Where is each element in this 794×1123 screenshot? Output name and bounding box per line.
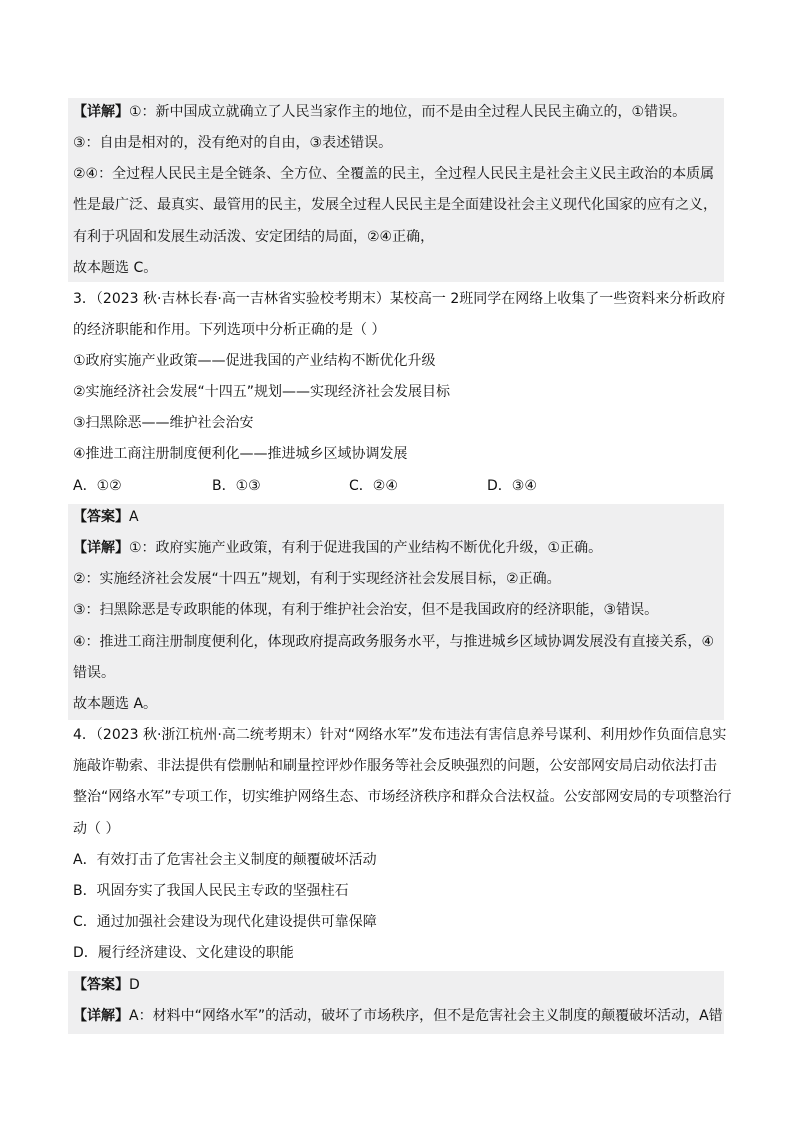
q3-option-d: D．③④	[487, 478, 537, 494]
q4-option-b: B．巩固夯实了我国人民民主专政的坚强柱石	[73, 883, 349, 899]
q4-option-c: C．通过加强社会建设为现代化建设提供可靠保障	[73, 914, 377, 930]
q3-item-3: ③扫黑除恶——维护社会治安	[73, 415, 254, 431]
answer-value: A	[129, 509, 139, 525]
q3-item-4: ④推进工商注册制度便利化——推进城乡区域协调发展	[73, 446, 408, 462]
q3-option-c: C．②④	[349, 478, 398, 494]
q2-explanation-block	[68, 98, 724, 282]
q2-explain-line-1: 【详解】①：新中国成立就确立了人民当家作主的地位，而不是由全过程人民民主确立的，①错误。	[73, 104, 687, 120]
explain-label: 【详解】	[73, 104, 129, 120]
q2-explain-line-3: ②④：全过程人民民主是全链条、全方位、全覆盖的民主，全过程人民民主是社会主义民主政治的本质属	[73, 166, 715, 182]
q3-item-2: ②实施经济社会发展“十四五”规划——实现经济社会发展目标	[73, 384, 451, 400]
q4-stem-line-4: 动（ ）	[73, 821, 120, 837]
q4-option-a: A．有效打击了危害社会主义制度的颠覆破坏活动	[73, 852, 377, 868]
answer-label: 【答案】	[73, 977, 129, 993]
q2-explain-line-4: 性是最广泛、最真实、最管用的民主，发展全过程人民民主是全面建设社会主义现代化国家的应有之义，	[73, 197, 717, 213]
q3-explain-line-3: ③：扫黑除恶是专政职能的体现，有利于维护社会治安，但不是我国政府的经济职能，③错误。	[73, 602, 659, 618]
q3-explain-line-1: 【详解】①：政府实施产业政策，有利于促进我国的产业结构不断优化升级，①正确。	[73, 540, 603, 556]
q3-answer	[73, 507, 139, 527]
q2-explain-line-6: 故本题选 C。	[73, 260, 158, 276]
q2-explain-line-5: 有利于巩固和发展生动活泼、安定团结的局面，②④正确，	[73, 229, 435, 245]
q3-explain-line-6: 故本题选 A。	[73, 696, 158, 712]
q4-explain-line-1: 【详解】A：材料中“网络水军”的活动，破坏了市场秩序，但不是危害社会主义制度的颠覆破坏活动，A错	[73, 1008, 723, 1024]
answer-label: 【答案】	[73, 509, 129, 525]
q4-stem-line-1: 4．（2023 秋·浙江杭州·高二统考期末）针对“网络水军”发布违法有害信息养号谋利、利用炒作负面信息实	[73, 727, 727, 743]
q2-explain-line-2: ③：自由是相对的，没有绝对的自由，③表述错误。	[73, 135, 393, 151]
q3-explain-line-2: ②：实施经济社会发展“十四五”规划，有利于实现经济社会发展目标，②正确。	[73, 571, 561, 587]
q3-stem-line-2: 的经济职能和作用。下列选项中分析正确的是（ ）	[73, 322, 386, 338]
q3-item-1: ①政府实施产业政策——促进我国的产业结构不断优化升级	[73, 353, 436, 369]
q3-option-a: A．①②	[73, 478, 122, 494]
q3-explain-line-4: ④：推进工商注册制度便利化，体现政府提高政务服务水平，与推进城乡区域协调发展没有直接关系，④	[73, 634, 715, 650]
q4-option-d: D．履行经济建设、文化建设的职能	[73, 945, 294, 961]
q4-stem-line-3: 整治“网络水军”专项工作，切实维护网络生态、市场经济秩序和群众合法权益。公安部网安局的专项整治行	[73, 789, 732, 805]
explain-label: 【详解】	[73, 540, 129, 556]
q3-stem-line-1: 3．（2023 秋·吉林长春·高一吉林省实验校考期末）某校高一 2班同学在网络上收集了一些资料来分析政府	[73, 291, 726, 307]
q4-stem-line-2: 施敲诈勒索、非法提供有偿删帖和刷量控评炒作服务等社会反映强烈的问题，公安部网安局启动依法打击	[73, 758, 717, 774]
explain-label: 【详解】	[73, 1008, 129, 1024]
q3-option-b: B．①③	[212, 478, 261, 494]
answer-value: D	[129, 977, 140, 993]
q4-answer	[73, 975, 140, 995]
q3-explain-line-5: 错误。	[73, 665, 115, 681]
